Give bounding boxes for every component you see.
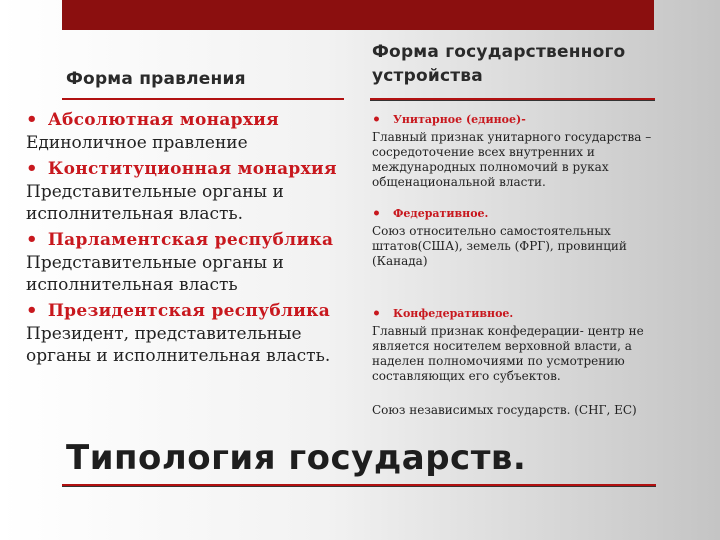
list-item <box>26 157 356 225</box>
left-column-heading: Форма правления <box>66 69 246 89</box>
top-accent-bar <box>62 0 654 30</box>
list-item <box>372 204 657 269</box>
term-federative: Федеративное. <box>392 207 489 220</box>
list-item <box>26 299 356 367</box>
right-column-heading: Форма государственного устройства <box>372 42 626 86</box>
term-presidential-republic: Президентская республика <box>47 301 331 321</box>
list-item <box>26 228 356 296</box>
term-unitary: Унитарное (единое)- <box>392 113 526 126</box>
term-constitutional-monarchy: Конституционная монархия <box>47 159 337 179</box>
term-parliamentary-republic: Парламентская республика <box>47 230 334 250</box>
term-description: Союз относительно самостоятельных штатов(США), земель (ФРГ), провинций (Канада) <box>372 224 627 268</box>
term-description: Единоличное правление <box>26 133 248 153</box>
list-item <box>372 110 657 190</box>
term-confederative: Конфедеративное. <box>392 307 514 320</box>
left-heading-rule <box>62 98 344 100</box>
term-description: Президент, представительные органы и исполнительная власть. <box>26 324 331 366</box>
list-item <box>26 108 356 154</box>
bullet-icon: • <box>26 229 38 250</box>
term-description: Главный признак конфедерации- центр не является носителем верховной власти, а наделен полномочиями по усмотрению составляющих его субъектов. <box>372 324 644 383</box>
bullet-icon: • <box>26 300 38 321</box>
right-heading-underline <box>370 100 655 101</box>
title-underline <box>62 486 656 487</box>
list-item <box>372 304 657 384</box>
term-absolute-monarchy: Абсолютная монархия <box>47 110 280 130</box>
term-description: Главный признак унитарного государства – сосредоточение всех внутренних и международных полномочий в руках общенациональной власти. <box>372 130 652 189</box>
government-forms-list <box>26 108 356 370</box>
bullet-icon: • <box>372 206 381 222</box>
bullet-icon: • <box>372 112 381 128</box>
term-description: Представительные органы и исполнительная власть <box>26 253 284 295</box>
page-title: Типология государств. <box>66 438 527 478</box>
bullet-icon: • <box>26 109 38 130</box>
bullet-icon: • <box>372 306 381 322</box>
confederation-example: Союз независимых государств. (СНГ, ЕС) <box>372 403 637 417</box>
bullet-icon: • <box>26 158 38 179</box>
term-description: Представительные органы и исполнительная власть. <box>26 182 284 224</box>
